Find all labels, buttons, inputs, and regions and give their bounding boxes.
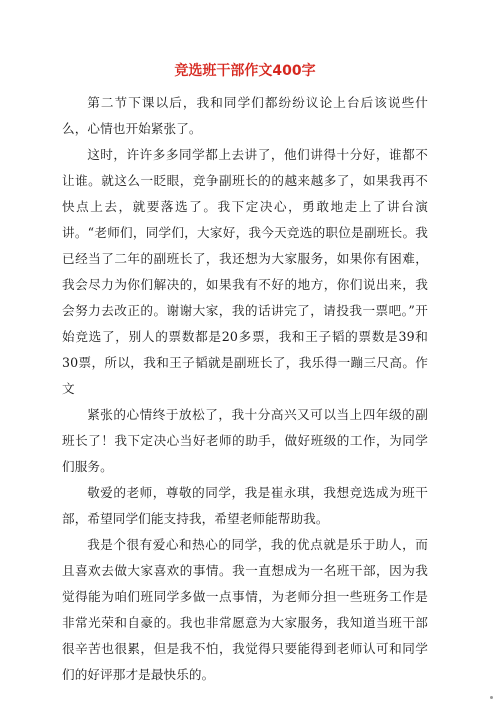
- paragraph-1: 第二节下课以后，我和同学们都纷纷议论上台后该说些什么，心情也开始紧张了。: [62, 95, 428, 136]
- page-corner-dot: [490, 696, 493, 699]
- paragraph-5: 我是个很有爱心和热心的同学，我的优点就是乐于助人，而且喜欢去做大家喜欢的事情。我一直想成为一名班干部，因为我觉得能为咱们班同学多做一点事情，为老师分担一些班务工作是非常光荣和自豪的。我也非常愿意为大家服务，我知道当班干部很辛苦也很累，但是我不怕，我觉得只要能得到老师认可和同学们的好评那才是最快乐的。: [62, 537, 428, 682]
- paragraph-3: 紧张的心情终于放松了，我十分高兴又可以当上四年级的副班长了！我下定决心当好老师的助手，做好班级的工作，为同学们服务。: [62, 407, 428, 474]
- paragraph-2: 这时，许许多多同学都上去讲了，他们讲得十分好，谁都不让谁。就这么一眨眼，竞争副班长的的越来越多了，如果我再不快点上去，就要落选了。我下定决心，勇敢地走上了讲台演讲。“老师们，同学们，大家好，我今天竞选的职位是副班长。我已经当了二年的副班长了，我还想为大家服务，如果你有困难，我会尽力为你们解决的，如果我有不好的地方，你们说出来，我会努力去改正的。谢谢大家，我的话讲完了，请投我一票吧。”开始竞选了，别人的票数都是20多票，我和王子韬的票数是39和30票，所以，我和王子韬就是副班长了，我乐得一蹦三尺高。作文: [62, 147, 428, 396]
- document-title: 竞选班干部作文400字: [174, 63, 316, 79]
- paragraph-4: 敬爱的老师，尊敬的同学，我是崔永琪，我想竞选成为班干部，希望同学们能支持我，希望老师能帮助我。: [62, 485, 428, 526]
